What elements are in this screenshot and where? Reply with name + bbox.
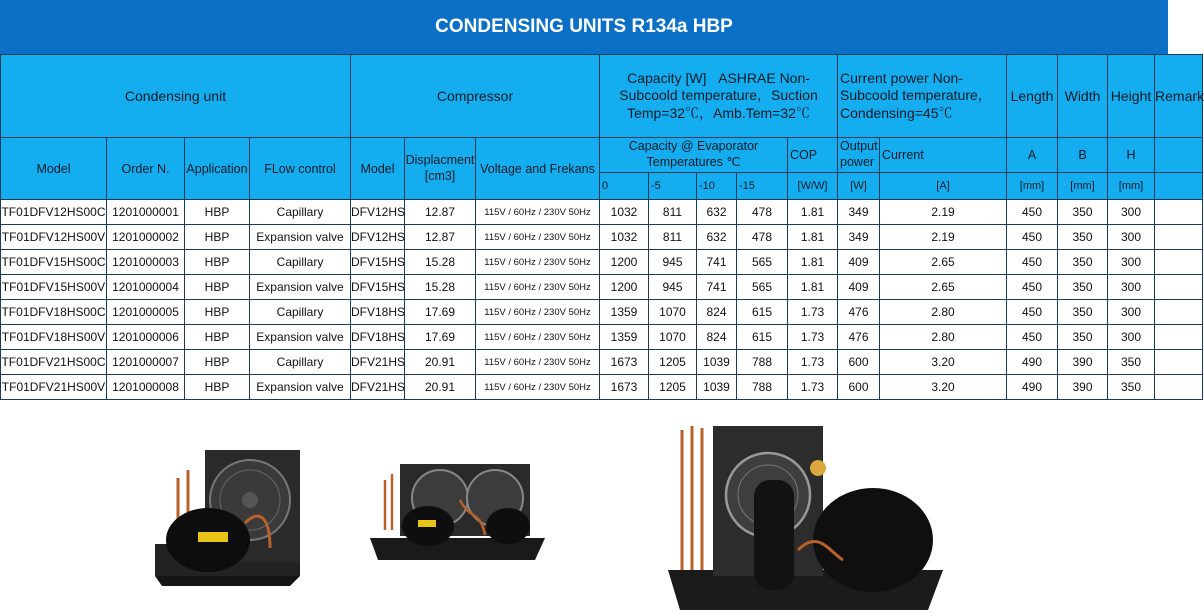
cell-cop: 1.81	[788, 200, 838, 225]
condensing-unit-image-large	[668, 420, 948, 612]
cell-order: 1201000002	[107, 225, 185, 250]
cell-displacement: 12.87	[405, 225, 476, 250]
cell-application: HBP	[185, 300, 250, 325]
cell-capacity-minus5: 945	[649, 250, 697, 275]
cell-displacement: 17.69	[405, 325, 476, 350]
cell-capacity-minus10: 1039	[697, 375, 737, 400]
unit-remark	[1155, 173, 1203, 200]
condensing-unit-image-medium	[370, 460, 550, 565]
cell-capacity-minus10: 632	[697, 225, 737, 250]
cell-compressor-model: DFV12HS	[351, 200, 405, 225]
cell-cop: 1.73	[788, 325, 838, 350]
cell-output-power: 476	[838, 325, 880, 350]
cell-capacity-minus15: 478	[737, 225, 788, 250]
page-title: CONDENSING UNITS R134a HBP	[0, 0, 1168, 54]
col-compressor-model: Model	[351, 138, 405, 200]
cell-remark	[1155, 225, 1203, 250]
cell-length: 490	[1007, 350, 1058, 375]
cell-capacity-minus15: 788	[737, 375, 788, 400]
cell-capacity-0: 1359	[600, 325, 649, 350]
cell-cop: 1.73	[788, 300, 838, 325]
cell-voltage: 115V / 60Hz / 230V 50Hz	[476, 275, 600, 300]
table-row	[1, 200, 1203, 225]
cell-capacity-minus5: 1070	[649, 325, 697, 350]
cell-width: 390	[1058, 350, 1108, 375]
cell-model: TF01DFV15HS00C	[1, 250, 107, 275]
cell-displacement: 15.28	[405, 275, 476, 300]
cell-height: 350	[1108, 350, 1155, 375]
cell-voltage: 115V / 60Hz / 230V 50Hz	[476, 250, 600, 275]
cell-compressor-model: DFV12HS	[351, 225, 405, 250]
cell-output-power: 349	[838, 200, 880, 225]
table-row	[1, 300, 1203, 325]
cell-application: HBP	[185, 275, 250, 300]
cell-compressor-model: DFV18HS	[351, 325, 405, 350]
cell-order: 1201000004	[107, 275, 185, 300]
cell-application: HBP	[185, 250, 250, 275]
cell-displacement: 17.69	[405, 300, 476, 325]
unit-t0: 0	[600, 173, 649, 200]
col-flow-control: FLow control	[250, 138, 351, 200]
cell-order: 1201000007	[107, 350, 185, 375]
col-a: A	[1007, 138, 1058, 173]
table-row	[1, 225, 1203, 250]
group-compressor: Compressor	[351, 55, 600, 138]
col-current: Current	[880, 138, 1007, 173]
cell-order: 1201000005	[107, 300, 185, 325]
cell-flow-control: Capillary	[250, 350, 351, 375]
cell-current: 2.19	[880, 225, 1007, 250]
cell-width: 350	[1058, 250, 1108, 275]
unit-current: [A]	[880, 173, 1007, 200]
cell-voltage: 115V / 60Hz / 230V 50Hz	[476, 200, 600, 225]
cell-displacement: 20.91	[405, 375, 476, 400]
unit-t10: -10	[697, 173, 737, 200]
cell-length: 490	[1007, 375, 1058, 400]
cell-order: 1201000001	[107, 200, 185, 225]
cell-order: 1201000006	[107, 325, 185, 350]
cell-capacity-minus5: 811	[649, 200, 697, 225]
cell-model: TF01DFV12HS00V	[1, 225, 107, 250]
cell-displacement: 12.87	[405, 200, 476, 225]
cell-remark	[1155, 350, 1203, 375]
cell-capacity-0: 1673	[600, 375, 649, 400]
cell-output-power: 600	[838, 375, 880, 400]
cell-displacement: 20.91	[405, 350, 476, 375]
cell-compressor-model: DFV21HS	[351, 350, 405, 375]
cell-flow-control: Capillary	[250, 200, 351, 225]
cell-length: 450	[1007, 250, 1058, 275]
col-displacement: Displacment [cm3]	[405, 138, 476, 200]
cell-capacity-minus15: 615	[737, 325, 788, 350]
cell-remark	[1155, 300, 1203, 325]
cell-height: 300	[1108, 300, 1155, 325]
table-row	[1, 350, 1203, 375]
cell-flow-control: Expansion valve	[250, 375, 351, 400]
cell-capacity-minus10: 1039	[697, 350, 737, 375]
col-output-power: Output power	[838, 138, 880, 173]
cell-flow-control: Expansion valve	[250, 325, 351, 350]
cell-cop: 1.73	[788, 350, 838, 375]
table-row	[1, 250, 1203, 275]
cell-capacity-minus5: 945	[649, 275, 697, 300]
col-h: H	[1108, 138, 1155, 173]
cell-length: 450	[1007, 200, 1058, 225]
cell-width: 350	[1058, 275, 1108, 300]
cell-application: HBP	[185, 325, 250, 350]
cell-capacity-0: 1200	[600, 275, 649, 300]
cell-application: HBP	[185, 350, 250, 375]
cell-width: 350	[1058, 300, 1108, 325]
header-length: Length	[1007, 55, 1058, 138]
unit-cop: [W/W]	[788, 173, 838, 200]
condensing-unit-image-small	[150, 448, 305, 588]
cell-capacity-0: 1032	[600, 225, 649, 250]
cell-capacity-0: 1673	[600, 350, 649, 375]
col-remark-sub	[1155, 138, 1203, 173]
cell-model: TF01DFV12HS00C	[1, 200, 107, 225]
unit-a: [mm]	[1007, 173, 1058, 200]
cell-cop: 1.81	[788, 250, 838, 275]
header-width: Width	[1058, 55, 1108, 138]
cell-compressor-model: DFV15HS	[351, 250, 405, 275]
cell-capacity-minus15: 565	[737, 250, 788, 275]
cell-capacity-minus10: 824	[697, 300, 737, 325]
cell-current: 2.80	[880, 325, 1007, 350]
cell-length: 450	[1007, 325, 1058, 350]
cell-capacity-minus5: 1205	[649, 350, 697, 375]
cell-output-power: 409	[838, 250, 880, 275]
cell-voltage: 115V / 60Hz / 230V 50Hz	[476, 350, 600, 375]
cell-remark	[1155, 200, 1203, 225]
group-capacity: Capacity [W] ASHRAE Non-Subcoold temperature，Suction Temp=32℃，Amb.Tem=32℃	[600, 55, 838, 138]
cell-height: 300	[1108, 275, 1155, 300]
table-row	[1, 375, 1203, 400]
cell-capacity-minus15: 478	[737, 200, 788, 225]
header-height: Height	[1108, 55, 1155, 138]
cell-capacity-minus15: 788	[737, 350, 788, 375]
cell-remark	[1155, 250, 1203, 275]
cell-cop: 1.73	[788, 375, 838, 400]
spec-table	[0, 54, 1203, 400]
group-condensing-unit: Condensing unit	[1, 55, 351, 138]
col-b: B	[1058, 138, 1108, 173]
cell-current: 2.65	[880, 275, 1007, 300]
cell-capacity-minus15: 615	[737, 300, 788, 325]
cell-model: TF01DFV15HS00V	[1, 275, 107, 300]
cell-remark	[1155, 275, 1203, 300]
cell-model: TF01DFV21HS00C	[1, 350, 107, 375]
cell-output-power: 349	[838, 225, 880, 250]
cell-cop: 1.81	[788, 225, 838, 250]
unit-output: [W]	[838, 173, 880, 200]
cell-height: 300	[1108, 325, 1155, 350]
cell-voltage: 115V / 60Hz / 230V 50Hz	[476, 325, 600, 350]
cell-flow-control: Expansion valve	[250, 275, 351, 300]
cell-order: 1201000008	[107, 375, 185, 400]
cell-current: 2.80	[880, 300, 1007, 325]
cell-current: 2.65	[880, 250, 1007, 275]
product-photos	[0, 400, 1168, 616]
cell-capacity-minus10: 741	[697, 275, 737, 300]
cell-width: 350	[1058, 200, 1108, 225]
cell-output-power: 600	[838, 350, 880, 375]
cell-remark	[1155, 325, 1203, 350]
group-current-power: Current power Non-Subcoold temperature， Condensing=45℃	[838, 55, 1007, 138]
cell-length: 450	[1007, 225, 1058, 250]
cell-cop: 1.81	[788, 275, 838, 300]
cell-current: 2.19	[880, 200, 1007, 225]
cell-capacity-0: 1032	[600, 200, 649, 225]
cell-length: 450	[1007, 300, 1058, 325]
cell-compressor-model: DFV15HS	[351, 275, 405, 300]
cell-remark	[1155, 375, 1203, 400]
col-cop: COP	[788, 138, 838, 173]
cell-capacity-minus10: 632	[697, 200, 737, 225]
cell-flow-control: Capillary	[250, 250, 351, 275]
cell-application: HBP	[185, 375, 250, 400]
cell-model: TF01DFV18HS00V	[1, 325, 107, 350]
cell-capacity-minus5: 1070	[649, 300, 697, 325]
table-row	[1, 325, 1203, 350]
header-remark: Remark	[1155, 55, 1203, 138]
unit-b: [mm]	[1058, 173, 1108, 200]
cell-width: 350	[1058, 325, 1108, 350]
cell-capacity-0: 1359	[600, 300, 649, 325]
cell-voltage: 115V / 60Hz / 230V 50Hz	[476, 375, 600, 400]
cell-width: 390	[1058, 375, 1108, 400]
unit-t5: -5	[649, 173, 697, 200]
cell-model: TF01DFV21HS00V	[1, 375, 107, 400]
cell-output-power: 476	[838, 300, 880, 325]
cell-compressor-model: DFV18HS	[351, 300, 405, 325]
cell-displacement: 15.28	[405, 250, 476, 275]
cell-height: 350	[1108, 375, 1155, 400]
cell-capacity-minus5: 811	[649, 225, 697, 250]
cell-capacity-minus15: 565	[737, 275, 788, 300]
cell-capacity-minus5: 1205	[649, 375, 697, 400]
cell-application: HBP	[185, 225, 250, 250]
cell-capacity-0: 1200	[600, 250, 649, 275]
unit-h: [mm]	[1108, 173, 1155, 200]
unit-t15: -15	[737, 173, 788, 200]
col-capacity-evap: Capacity @ Evaporator Temperatures ℃	[600, 138, 788, 173]
cell-order: 1201000003	[107, 250, 185, 275]
cell-length: 450	[1007, 275, 1058, 300]
col-application: Application	[185, 138, 250, 200]
cell-width: 350	[1058, 225, 1108, 250]
cell-compressor-model: DFV21HS	[351, 375, 405, 400]
cell-application: HBP	[185, 200, 250, 225]
cell-flow-control: Capillary	[250, 300, 351, 325]
col-voltage: Voltage and Frekans	[476, 138, 600, 200]
cell-capacity-minus10: 741	[697, 250, 737, 275]
col-model: Model	[1, 138, 107, 200]
cell-output-power: 409	[838, 275, 880, 300]
cell-current: 3.20	[880, 375, 1007, 400]
table-row	[1, 275, 1203, 300]
cell-height: 300	[1108, 225, 1155, 250]
cell-current: 3.20	[880, 350, 1007, 375]
cell-model: TF01DFV18HS00C	[1, 300, 107, 325]
cell-flow-control: Expansion valve	[250, 225, 351, 250]
col-order: Order N.	[107, 138, 185, 200]
cell-voltage: 115V / 60Hz / 230V 50Hz	[476, 300, 600, 325]
cell-height: 300	[1108, 250, 1155, 275]
cell-capacity-minus10: 824	[697, 325, 737, 350]
cell-height: 300	[1108, 200, 1155, 225]
cell-voltage: 115V / 60Hz / 230V 50Hz	[476, 225, 600, 250]
